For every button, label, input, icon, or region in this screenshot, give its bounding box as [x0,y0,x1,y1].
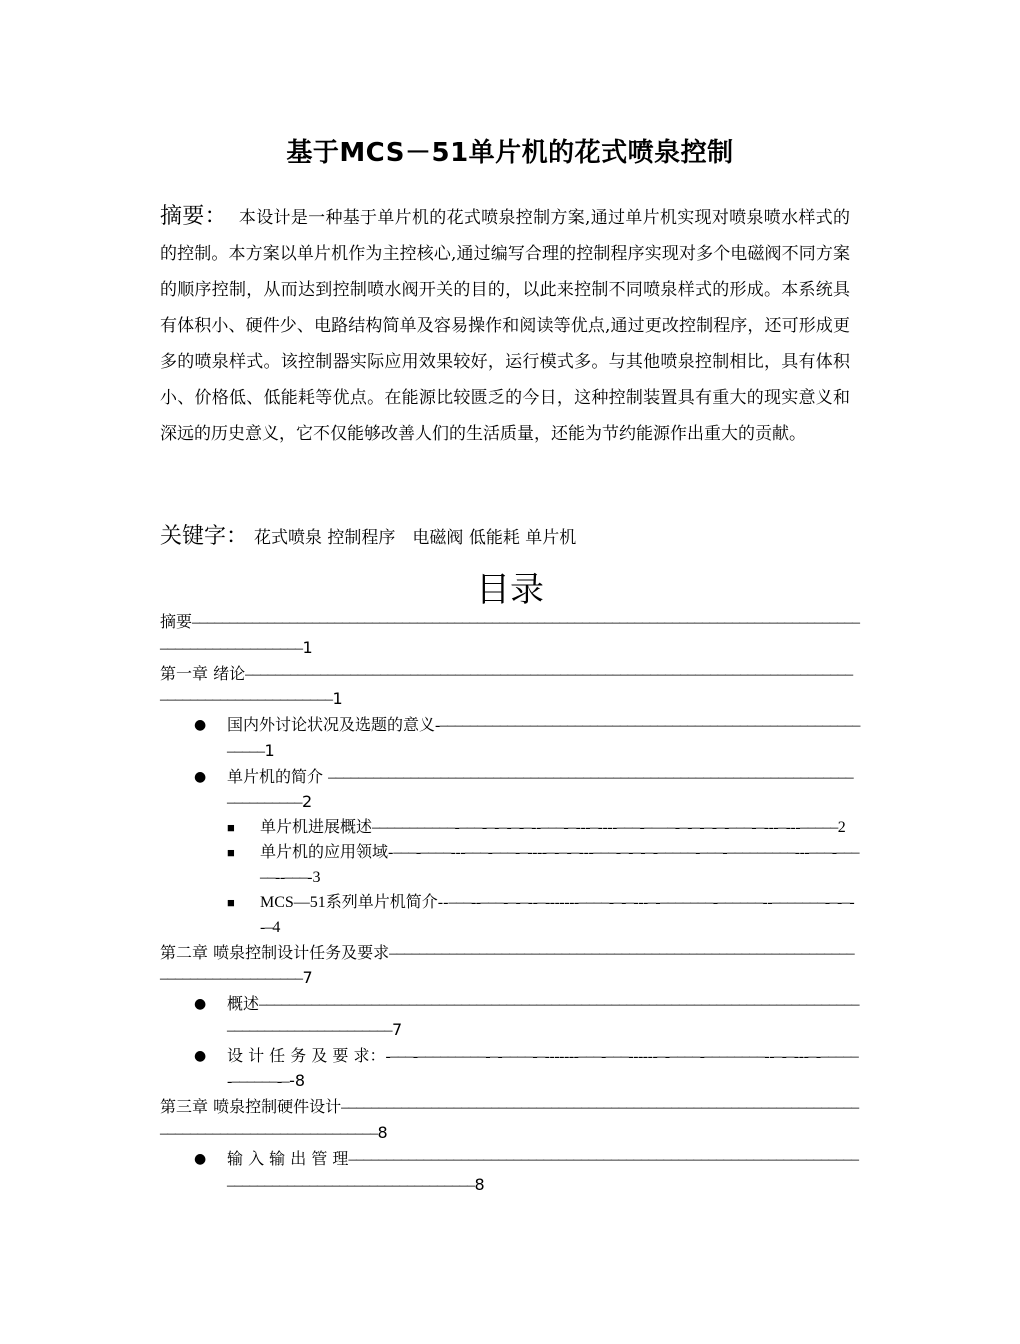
toc-entry-design-tasks[interactable] [194,1044,860,1095]
toc-entry-chapter-1[interactable] [160,662,860,713]
toc-entry-text: 单片机的应用领域- [260,844,394,862]
toc-entry-mcu-intro[interactable] [194,765,860,816]
toc-page-number: 1 [302,637,313,657]
toc-entry-mcu-development[interactable] [227,816,860,841]
toc-leader: –––––––––––––––––––––––––––––––––––––––––––––––––––––––––––––––––––––––––––––––––––––––––––––––––– [160,1099,859,1142]
toc-entry-text: 输 入 输 出 管 理 [227,1149,349,1169]
toc-page-number: 1 [332,689,343,709]
toc-entry-text: 设 计 任 务 及 要 求： [227,1045,386,1065]
toc-page-number: 8 [474,1174,485,1194]
toc-leader: –––--–––-–-–--–-------––––-–-–---–-–––––––-––––––--–––––––-–-–--– [260,894,855,936]
toc-entry-text: 国内外讨论状况及选题的意义 [227,715,436,735]
toc-entry-text: 第三章 喷泉控制硬件设计 [160,1097,342,1117]
toc-page-number: 2 [302,792,313,812]
toc-leader: –––––––––––-–––-–-–-–-–--–––-–---–----–––-–—–-–-–-–-–-–––-–---–---––––– [372,819,838,837]
toc-page-number: -8 [289,1071,306,1091]
square-bullet-icon: ■ [227,895,235,911]
abstract-text: 本设计是一种基于单片机的花式喷泉控制方案,通过单片机实现对喷泉喷水样式的的控制。本方案以单片机作为主控核心,通过编写合理的控制程序实现对多个电磁阀不同方案的顺序控制，从而达到控制喷水阀开关的目的，以此来控制不同喷泉样式的形成。本系统具有体积小、硬件少、电路结构简单及容易操作和阅读等优点,通过更改控制程序，还可形成更多的喷泉样式。该控制器实际应用效果较好，运行模式多。与其他喷泉控制相比，具有体积小、价格低、低能耗等优点。在能源比较匮乏的今日，这种控制装置具有重大的现实意义和深远的历史意义，它不仅能够改善人们的生活质量，还能为节约能源作出重大的贡献。 [160,208,850,444]
toc-entry-io-management[interactable] [194,1147,860,1198]
keywords-label: 关键字： [160,524,249,549]
abstract-label: 摘要： [160,204,227,229]
toc-page-number: 1 [264,740,275,760]
toc-page-number: 7 [302,968,313,988]
toc-page-number: 4 [272,918,281,936]
keywords-line [160,519,576,556]
document-title: 基于MCS－51单片机的花式喷泉控制 [286,138,734,168]
toc-entry-text: 单片机的简介 [227,766,329,786]
toc-leader: -––––––––––––––––––––––––––––––––––––––––––––––––––––––––––––– [227,717,860,760]
bullet-icon: ● [194,1151,207,1168]
toc-entry-text: MCS—51系列单片机简介-- [260,894,449,912]
bullet-icon: ● [194,996,207,1013]
toc-entry-text: 概述 [227,994,260,1014]
toc-entry-text: 第一章 绪论 [160,663,246,683]
toc-entry-chapter-2[interactable] [160,941,860,992]
toc-page-number: 2 [837,819,846,837]
keywords-text: 花式喷泉 控制程序 电磁阀 低能耗 单片机 [254,528,577,548]
toc-entry-text: 第二章 喷泉控制设计任务及要求 [160,942,390,962]
toc-entry-abstract[interactable] [160,610,860,661]
toc-leader: ––––––––––––––––––––––––––––––––––––––––––––––––––––––––––––––––––––––––––––––––––––––––––––––––––––– [227,1151,859,1194]
toc-leader: –––-––––---–––-–––-–----–-–-–---–––-–-–-–-–––––-–––-–––––––––---–––-–––––--––– [260,844,860,886]
toc-entry-overview[interactable] [194,992,860,1043]
abstract-paragraph [160,199,850,452]
toc-page-number: 7 [392,1019,403,1039]
toc-page-number: 8 [377,1122,388,1142]
square-bullet-icon: ■ [227,845,235,861]
bullet-icon: ● [194,768,207,785]
toc-entry-chapter-3[interactable] [160,1095,860,1146]
toc-page-number: -3 [307,868,321,886]
toc-leader: ––––––––––––––––––––––––––––––––––––––––––––––––––––––––––––––––––––––––––––––––– [160,944,855,988]
bullet-icon: ● [194,1047,207,1064]
toc-entry-mcu-applications[interactable] [227,841,860,890]
toc-leader: –––––––––––––––––––––––––––––––––––––––––––––––––––––––––––––––––––––––––––––––––––––––––––––––––––––––– [160,665,853,709]
toc-entry-research-status[interactable] [194,713,860,764]
toc-leader: –––––––––––––––––––––––––––––––––––––––––––––––––––––––––––––––––––––––––––––––––––––––––––––––––––––––––––– [160,614,860,657]
toc-entry-text: 单片机进展概述 [260,819,373,837]
bullet-icon: ● [194,717,207,734]
square-bullet-icon: ■ [227,820,235,836]
toc-entry-text: 摘要 [160,612,193,631]
toc-leader: -–––-–––––––––-–-––––-–-------–––-–––------–-––––-––––––––--–-–---–-–––––-––––––-– [227,1047,859,1091]
toc-leader: –––––––––––––––––––––––––––––––––––––––––––––––––––––––––––––––––––––––––––––––– [227,768,854,812]
table-of-contents [0,610,950,1199]
toc-leader: –––––––––––––––––––––––––––––––––––––––––––––––––––––––––––––––––––––––––––––––––––––––––––––––––––––– [227,996,860,1039]
toc-entry-mcs51-intro[interactable] [227,891,860,940]
toc-title: 目录 [476,570,544,610]
